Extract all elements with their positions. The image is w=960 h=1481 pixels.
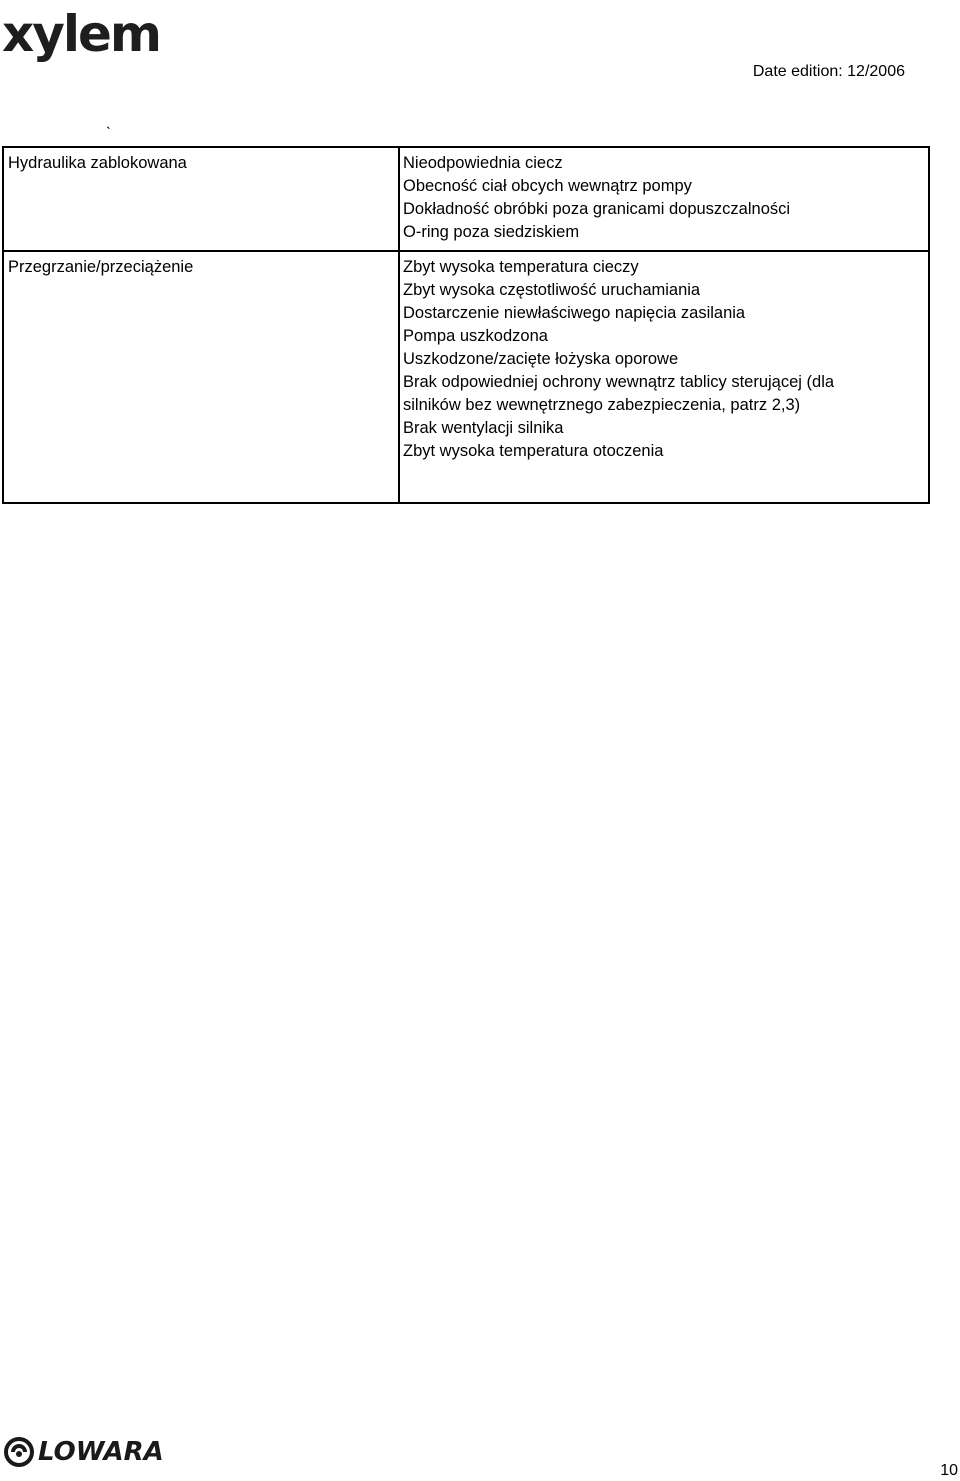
remedy-line: Uszkodzone/zacięte łożyska oporowe [403, 350, 679, 368]
table-row [3, 147, 929, 251]
remedy-line: Dostarczenie niewłaściwego napięcia zasilania [403, 304, 746, 322]
lowara-swirl-icon [4, 1437, 34, 1467]
remedy-line: Nieodpowiednia ciecz [403, 154, 563, 172]
date-edition: Date edition: 12/2006 [752, 63, 905, 80]
remedy-line: Obecność ciał obcych wewnątrz pompy [403, 177, 692, 195]
remedy-line: Zbyt wysoka częstotliwość uruchamiania [403, 281, 701, 299]
remedy-line: O-ring poza siedziskiem [403, 223, 580, 241]
remedies-cell [399, 147, 929, 251]
cause-cell [3, 251, 399, 503]
troubleshooting-table [2, 146, 930, 504]
table-row [3, 251, 929, 503]
cause-cell [3, 147, 399, 251]
remedy-line: silników bez wewnętrznego zabezpieczenia, patrz 2,3) [403, 396, 801, 414]
lowara-logo [4, 1437, 164, 1467]
remedy-line: Brak wentylacji silnika [403, 419, 564, 437]
remedies-cell [399, 251, 929, 503]
cause-text: Hydraulika zablokowana [8, 154, 187, 172]
remedy-line: Zbyt wysoka temperatura otoczenia [403, 442, 664, 460]
remedy-line: Brak odpowiedniej ochrony wewnątrz tablicy sterującej (dla [403, 373, 835, 391]
page-number: 10 [940, 1462, 958, 1479]
lowara-wordmark: LOWARA [38, 1437, 164, 1467]
xylem-logo: xylem [2, 5, 160, 63]
stray-mark: ˎ [106, 113, 112, 130]
cause-text: Przegrzanie/przeciążenie [8, 258, 194, 276]
remedy-line: Zbyt wysoka temperatura cieczy [403, 258, 639, 276]
remedy-line: Pompa uszkodzona [403, 327, 548, 345]
remedy-line: Dokładność obróbki poza granicami dopuszczalności [403, 200, 791, 218]
